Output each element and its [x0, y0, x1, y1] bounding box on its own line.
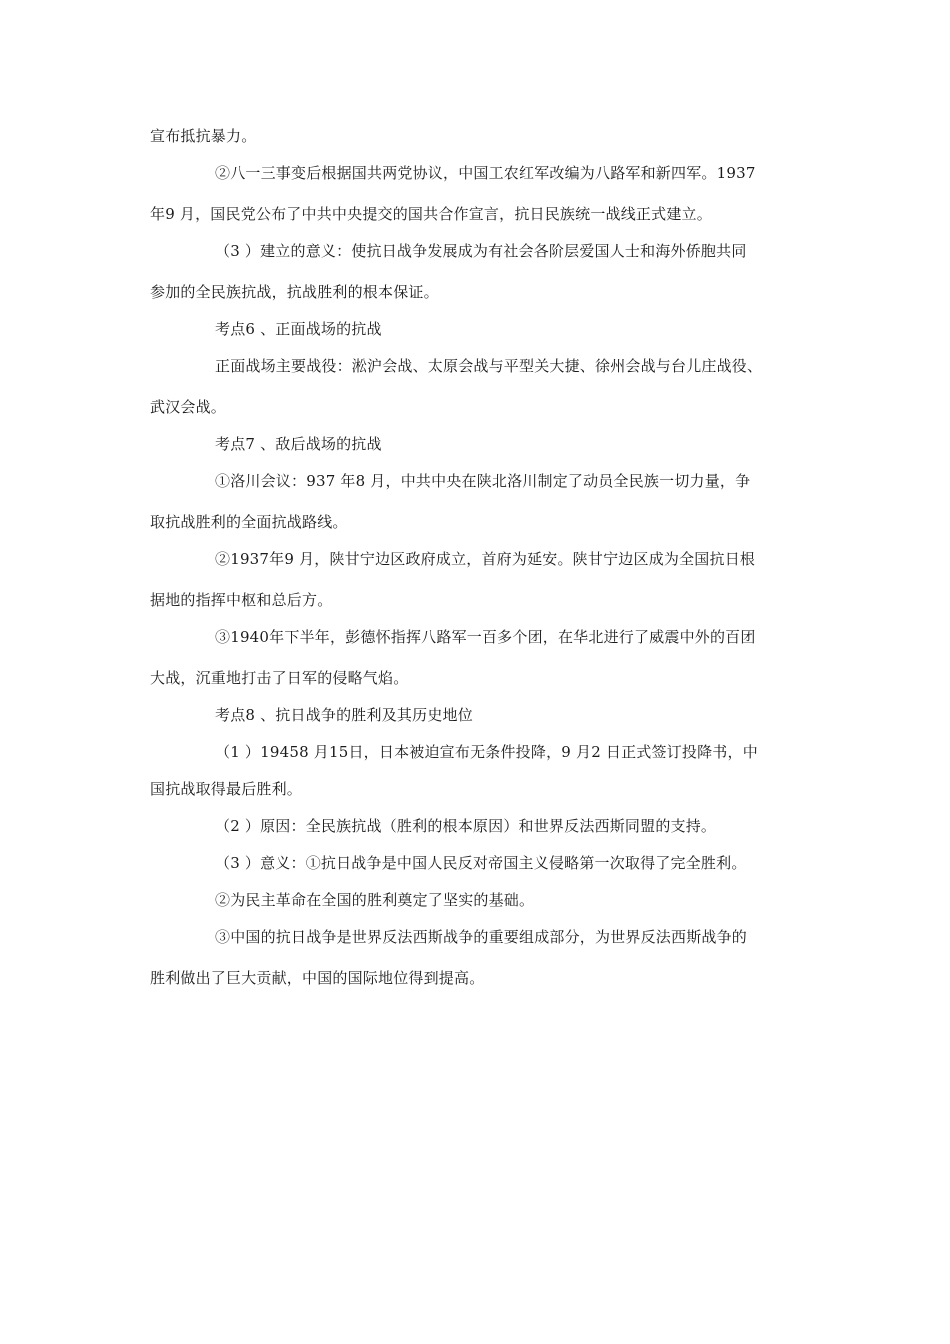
- text-line: 宣布抵抗暴力。: [150, 127, 257, 145]
- text-line: 取抗战胜利的全面抗战路线。: [150, 513, 348, 531]
- text-line: 武汉会战。: [150, 398, 227, 416]
- text-line: 据地的指挥中枢和总后方。: [150, 591, 333, 609]
- text-line: ②1937年9 月，陕甘宁边区政府成立，首府为延安。陕甘宁边区成为全国抗日根: [215, 550, 756, 568]
- text-line: ③中国的抗日战争是世界反法西斯战争的重要组成部分，为世界反法西斯战争的: [215, 928, 748, 946]
- text-line: ①洛川会议：937 年8 月，中共中央在陕北洛川制定了动员全民族一切力量，争: [215, 472, 751, 490]
- text-line: ②为民主革命在全国的胜利奠定了坚实的基础。: [215, 891, 535, 909]
- text-line: （2 ）原因：全民族抗战（胜利的根本原因）和世界反法西斯同盟的支持。: [215, 817, 717, 835]
- text-line: ②八一三事变后根据国共两党协议，中国工农红军改编为八路军和新四军。1937: [215, 164, 756, 182]
- section-heading: 考点7 、敌后战场的抗战: [215, 435, 382, 453]
- text-line: ③1940年下半年，彭德怀指挥八路军一百多个团，在华北进行了威震中外的百团: [215, 628, 756, 646]
- section-heading: 考点6 、正面战场的抗战: [215, 320, 382, 338]
- text-line: （1 ）19458 月15日，日本被迫宣布无条件投降，9 月2 日正式签订投降书，中: [215, 743, 758, 761]
- text-line: 参加的全民族抗战，抗战胜利的根本保证。: [150, 283, 439, 301]
- text-line: （3 ）意义：①抗日战争是中国人民反对帝国主义侵略第一次取得了完全胜利。: [215, 854, 747, 872]
- text-line: 年9 月，国民党公布了中共中央提交的国共合作宣言，抗日民族统一战线正式建立。: [150, 205, 712, 223]
- text-line: 国抗战取得最后胜利。: [150, 780, 303, 798]
- section-heading: 考点8 、抗日战争的胜利及其历史地位: [215, 706, 473, 724]
- text-line: 大战，沉重地打击了日军的侵略气焰。: [150, 669, 409, 687]
- text-line: 胜利做出了巨大贡献，中国的国际地位得到提高。: [150, 969, 485, 987]
- text-line: （3 ）建立的意义：使抗日战争发展成为有社会各阶层爱国人士和海外侨胞共同: [215, 242, 747, 260]
- text-line: 正面战场主要战役：淞沪会战、太原会战与平型关大捷、徐州会战与台儿庄战役、: [215, 357, 763, 375]
